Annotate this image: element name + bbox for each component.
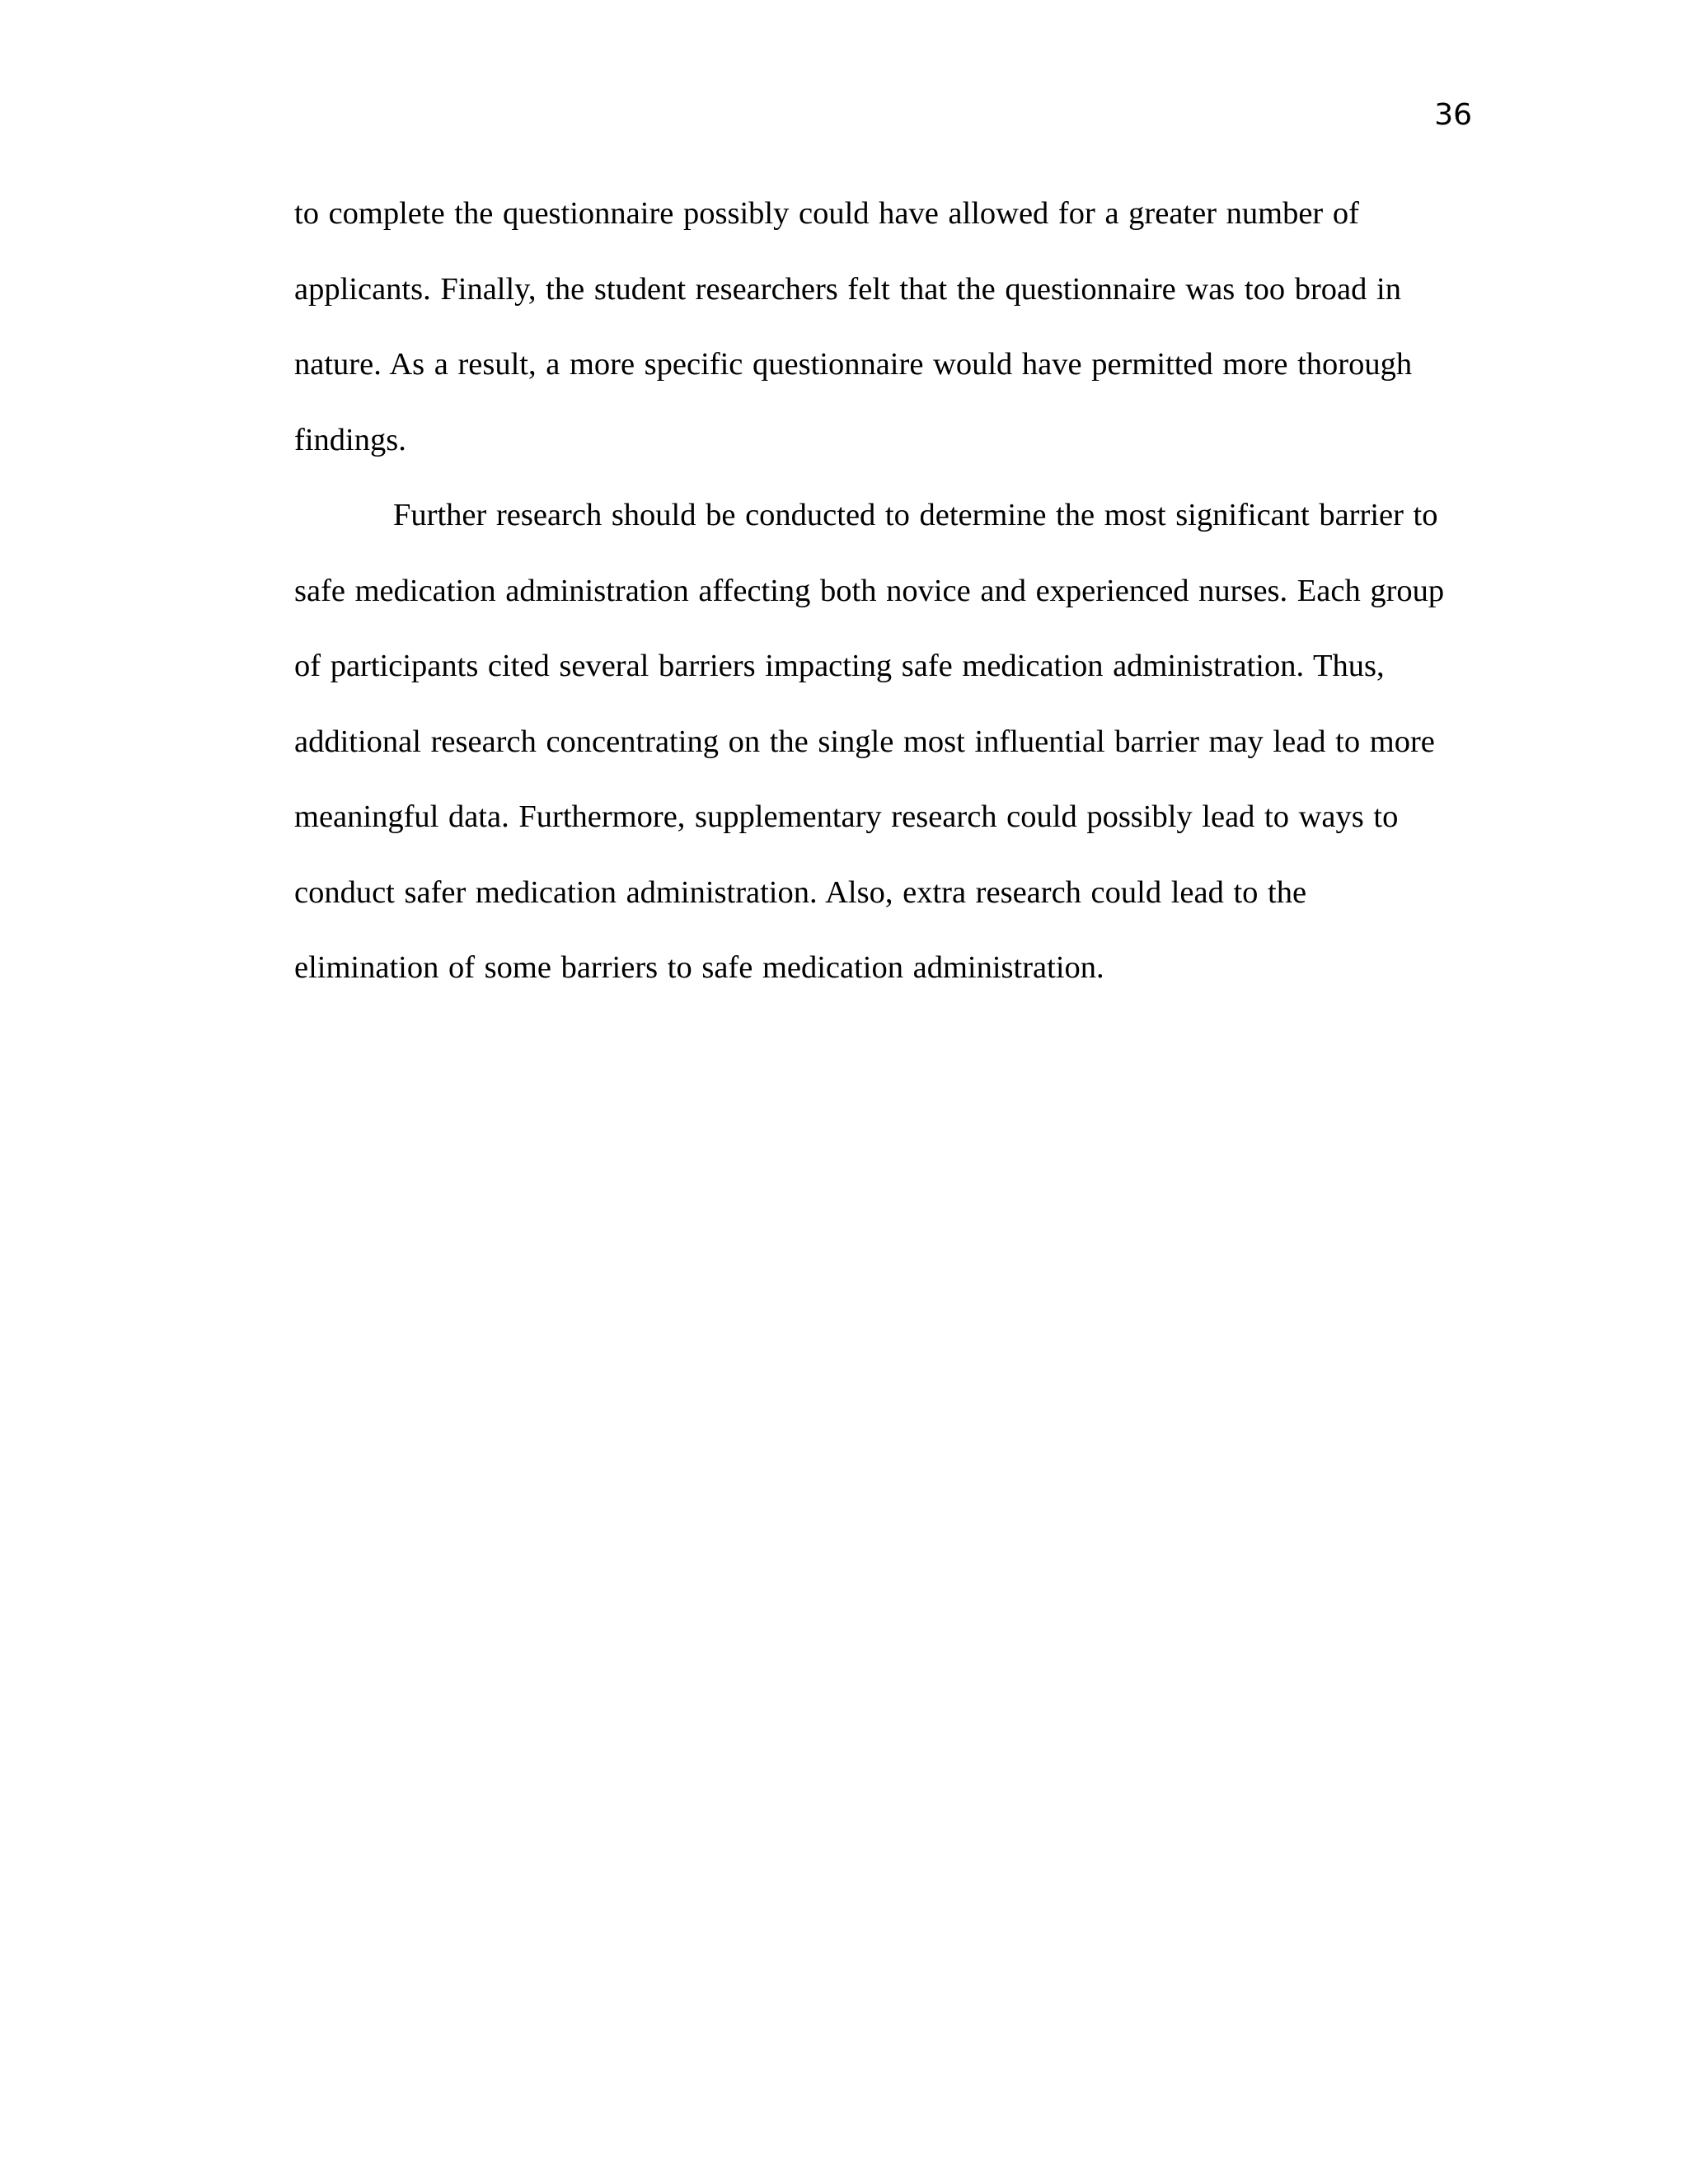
text-line: meaningful data. Furthermore, supplementary research could possibly lead to ways to [294,799,1399,834]
body-text [294,198,1473,1028]
text-line: applicants. Finally, the student researchers felt that the questionnaire was too broad in [294,271,1401,307]
text-line: safe medication administration affecting both novice and experienced nurses. Each group [294,573,1445,608]
text-line: nature. As a result, a more specific questionnaire would have permitted more thorough [294,347,1413,382]
text-line: Further research should be conducted to determine the most significant barrier to [393,498,1438,532]
paragraph-continuation [294,198,1473,499]
text-line: to complete the questionnaire possibly could have allowed for a greater number of [294,196,1359,231]
text-line: findings. [294,422,406,457]
text-line: elimination of some barriers to safe medication administration. [294,950,1104,985]
paragraph-further-research [294,499,1473,1028]
text-line: additional research concentrating on the single most influential barrier may lead to more [294,724,1435,759]
page-number: 36 [1434,98,1472,132]
text-line: conduct safer medication administration. Also, extra research could lead to the [294,874,1307,910]
text-line: of participants cited several barriers impacting safe medication administration. Thus, [294,649,1385,683]
